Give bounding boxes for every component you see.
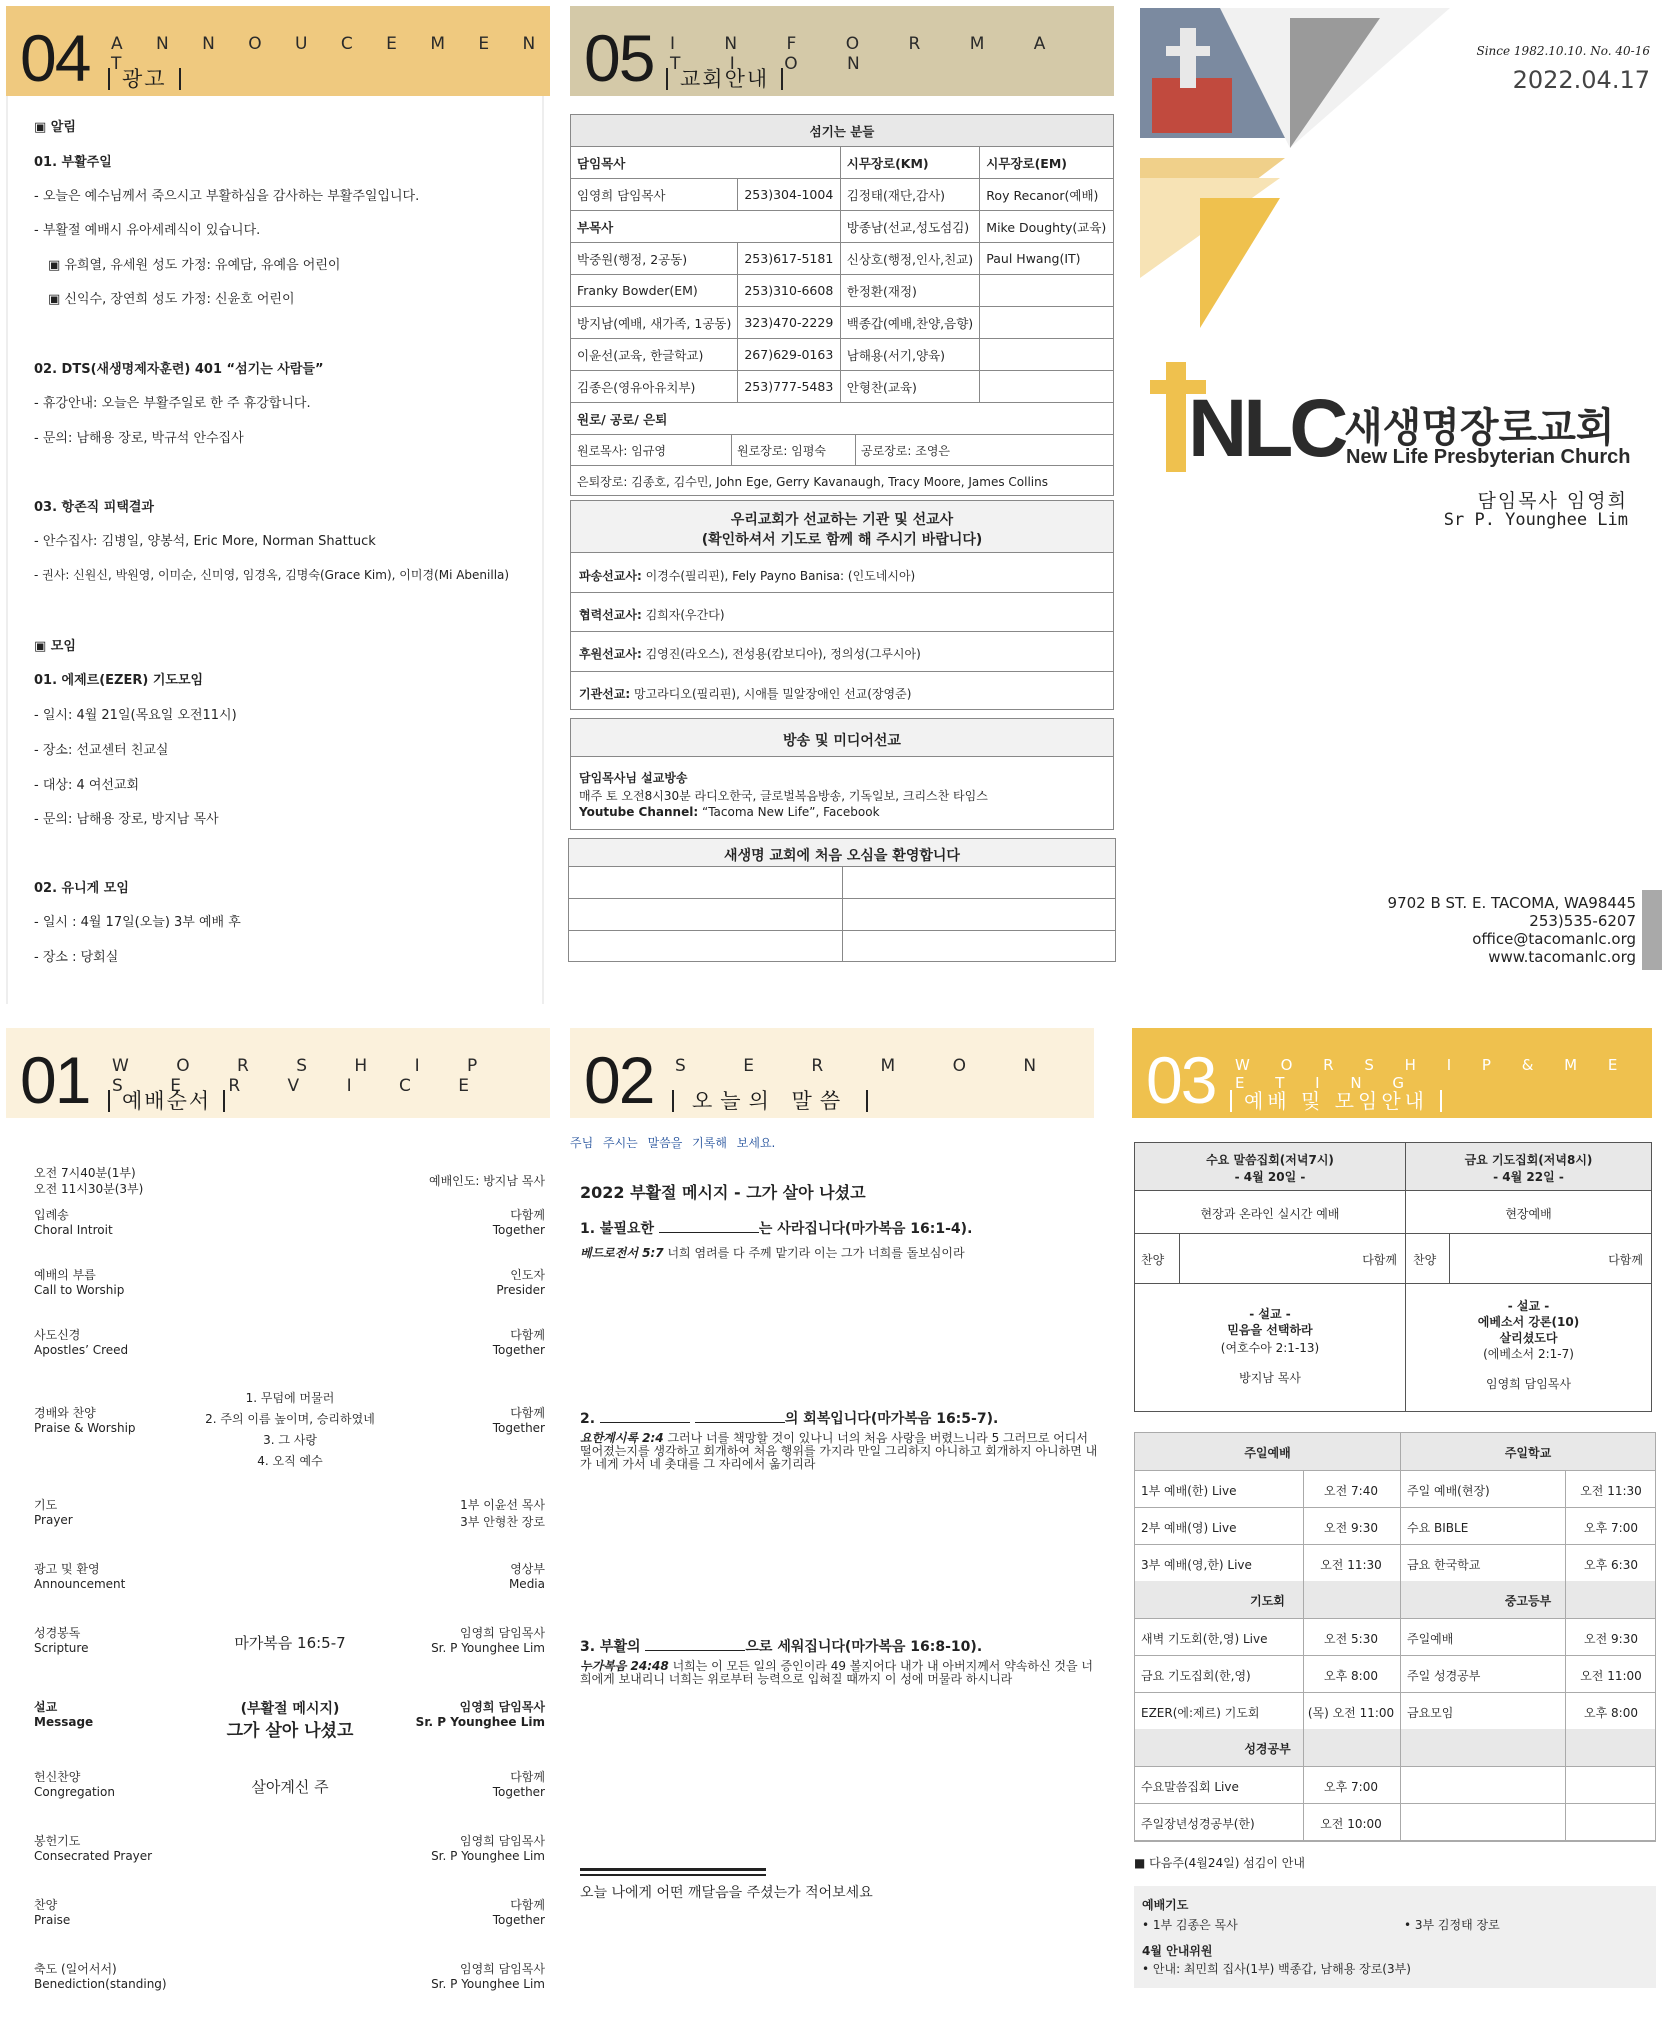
col-header: 시무장로(EM): [980, 147, 1114, 179]
row-divider: [1135, 1655, 1655, 1656]
since-text: Since 1982.10.10. No. 40-16: [1476, 44, 1650, 58]
schedule-item: 1부 예배(한) Live: [1141, 1484, 1237, 1498]
mission-box: 우리교회가 선교하는 기관 및 선교사 (확인하셔서 기도로 함께 해 주시기 바랍니다) 파송선교사: 이경수(필리핀), Fely Payno Banisa: (인도네시아) 협력선교사: 김희자(우간다) 후원선교사: 김영진(라오스), 전성용(캄보디아), 정의성(그루시아) 기관선교: 망고라디오(필리핀), 시애틀 밀알장애인 선교(장영준): [570, 500, 1114, 710]
pastor-en: Sr P. Younghee Lim: [1443, 510, 1628, 530]
schedule-time: 오전 9:30: [1584, 1632, 1638, 1646]
sermon-note: 주님 주시는 말씀을 기록해 보세요.: [570, 1136, 776, 1150]
service-item-leader-en: Together: [492, 1223, 545, 1237]
item-heading: 01. 에제르(EZER) 기도모임: [34, 673, 204, 688]
next-week-heading: ■ 다음주(4월24일) 섬김이 안내: [1134, 1856, 1305, 1870]
announcement-header: [6, 6, 550, 96]
schedule-item: 금요 기도집회(한,영): [1141, 1669, 1251, 1683]
section-number: 01: [20, 1043, 90, 1117]
schedule-time: 오전 9:30: [1324, 1521, 1378, 1535]
information-header: [570, 6, 1114, 96]
schedule-section-title: 성경공부: [1244, 1742, 1291, 1756]
section-title-kr: 광고: [108, 68, 181, 90]
table-row: 임영희 담임목사 253)304-1004 김정태(재단,감사) Roy Recanor(예배): [571, 179, 1114, 211]
schedule-time: 오후 8:00: [1324, 1669, 1378, 1683]
cover-bar: [1642, 890, 1662, 970]
media-box: 방송 및 미디어선교 담임목사님 설교방송 매주 토 오전8시30분 라디오한국, 글로벌복음방송, 기독일보, 크리스찬 타임스 Youtube Channel: “Tacoma New Life”, Facebook: [570, 718, 1114, 830]
service-item-kr: 찬양: [34, 1898, 58, 1912]
row-divider: [1135, 1766, 1655, 1767]
schedule-item: 주일 예배(현장): [1407, 1484, 1490, 1498]
text-line: - 오늘은 예수님께서 죽으시고 부활하심을 감사하는 부활주일입니다.: [34, 189, 420, 204]
table-row: Franky Bowder(EM) 253)310-6608 한정환(재정): [571, 275, 1114, 307]
item-heading: 02. DTS(새생명제자훈련) 401 “섬기는 사람들”: [34, 362, 324, 377]
elder-row: 원로목사: 임규영 원로장로: 임평숙 공로장로: 조영은: [570, 434, 1114, 466]
schedule-table: [1134, 1432, 1656, 1842]
welcome-box: [568, 838, 1116, 962]
table-row: 방지남(예배, 새가족, 1공동) 323)470-2229 백종갑(예배,찬양,음향): [571, 307, 1114, 339]
service-item-leader: 1부 이윤선 목사: [460, 1498, 545, 1512]
row-divider: [1135, 1840, 1655, 1841]
meeting-heading: ▣ 모임: [34, 639, 76, 654]
service-item-leader-en: Together: [492, 1785, 545, 1799]
schedule-item: 주일장년성경공부(한): [1141, 1817, 1255, 1831]
table-row: 부목사 방종남(선교,성도섬김) Mike Doughty(교육): [571, 211, 1114, 243]
notice-heading: ▣ 알림: [34, 120, 76, 135]
worship-header: [6, 1028, 550, 1118]
service-item-leader-en: Together: [492, 1913, 545, 1927]
schedule-time: (목) 오전 11:00: [1307, 1706, 1395, 1720]
text-line: - 안수집사: 김병일, 양봉석, Eric More, Norman Shattuck: [34, 534, 376, 549]
sermon-heading: 2022 부활절 메시지 - 그가 살아 나셨고: [580, 1183, 866, 1202]
text-line: - 대상: 4 여선교회: [34, 778, 140, 793]
email: office@tacomanlc.org: [1472, 930, 1636, 948]
schedule-time: 오전 11:30: [1580, 1484, 1642, 1498]
service-item-leader: 다함께: [510, 1898, 545, 1912]
service-item-en: Apostles’ Creed: [34, 1343, 129, 1357]
schedule-time: 오전 10:00: [1320, 1817, 1382, 1831]
point-2: 2. 의 회복입니다(마가복음 16:5-7).: [580, 1411, 999, 1427]
service-item-kr: 봉헌기도: [34, 1834, 81, 1848]
row-divider: [1135, 1544, 1655, 1545]
col-divider: [1565, 1470, 1566, 1841]
service-item-en: Congregation: [34, 1785, 115, 1799]
schedule-section-title: 주일학교: [1504, 1446, 1552, 1460]
section-title-kr: 예배순서: [108, 1090, 225, 1112]
service-item-detail: 살아계신 주: [251, 1778, 329, 1796]
schedule-section-title: 기도회: [1250, 1594, 1285, 1608]
service-item-en: Scripture: [34, 1641, 89, 1655]
item-heading: 02. 유니게 모임: [34, 881, 129, 896]
church-logo: NLC: [1188, 383, 1345, 474]
service-item-leader-en: Presider: [496, 1283, 545, 1297]
schedule-section-title: 주일예배: [1244, 1446, 1291, 1460]
table-title: 섬기는 분들: [571, 115, 1114, 147]
schedule-item: 3부 예배(영,한) Live: [1141, 1558, 1252, 1572]
schedule-time: 오전 7:40: [1324, 1484, 1378, 1498]
text-line: ▣ 신익수, 장연희 성도 가정: 신윤호 어린이: [48, 292, 295, 307]
schedule-time: 오전 11:00: [1580, 1669, 1642, 1683]
address: 9702 B ST. E. TACOMA, WA98445: [1387, 894, 1636, 912]
text-line: - 일시: 4월 21일(목요일 오전11시): [34, 708, 237, 723]
service-item-leader-en: Sr. P Younghee Lim: [431, 1641, 545, 1655]
service-item-kr: 광고 및 환영: [34, 1562, 100, 1576]
text-line: - 장소: 선교센터 친교실: [34, 743, 169, 758]
service-item-kr: 입례송: [34, 1208, 69, 1222]
service-item-leader: 임영희 담임목사: [460, 1834, 545, 1848]
schedule-item: 주일 성경공부: [1407, 1669, 1481, 1683]
section-title-kr: 오늘의 말씀: [672, 1090, 868, 1112]
media-title: 방송 및 미디어선교: [783, 733, 901, 749]
pastor-kr: 담임목사 임영희: [1477, 490, 1628, 512]
section-title-en: S E R M O N: [675, 1056, 1063, 1076]
text-line: - 권사: 신원신, 박원영, 이미순, 신미영, 임경옥, 김명숙(Grace Kim), 이미경(Mi Abenilla): [34, 568, 510, 582]
row-divider: [1135, 1470, 1655, 1471]
text-line: - 문의: 남해용 장로, 방지남 목사: [34, 812, 219, 827]
welcome-title: 새생명 교회에 처음 오심을 환영합니다: [724, 848, 960, 864]
praise-songs: 1. 무덤에 머물러 2. 주의 이름 높이며, 승리하였네 3. 그 사랑 4. 오직 예수: [205, 1391, 375, 1468]
service-item-en: Call to Worship: [34, 1283, 125, 1297]
service-item-en: Consecrated Prayer: [34, 1849, 153, 1863]
col-header: 시무장로(KM): [840, 147, 980, 179]
service-item-en: Announcement: [34, 1577, 126, 1591]
text-line: - 일시 : 4월 17일(오늘) 3부 예배 후: [34, 915, 241, 930]
schedule-time: 오전 5:30: [1324, 1632, 1378, 1646]
schedule-item: 수요 BIBLE: [1407, 1521, 1469, 1535]
sermon-title: 그가 살아 나셨고: [226, 1721, 354, 1741]
section-title-en: W O R S H I P & M E E T I N G: [1235, 1056, 1631, 1092]
service-item-leader: 영상부: [510, 1562, 545, 1576]
text-line: - 장소 : 당회실: [34, 950, 119, 965]
servants-box: 예배기도 • 1부 김종은 목사 • 3부 김정태 장로 4월 안내위원 • 안내: 최민희 집사(1부) 백종갑, 남해용 장로(3부): [1134, 1886, 1656, 1988]
table-row: 박중원(행정, 2공동) 253)617-5181 신상호(행정,인사,친교) Paul Hwang(IT): [571, 243, 1114, 275]
col-divider: [1400, 1433, 1401, 1841]
reflection-prompt: 오늘 나에게 어떤 깨달음을 주셨는가 적어보세요: [580, 1885, 873, 1901]
service-item-leader: 다함께: [510, 1208, 545, 1222]
website: www.tacomanlc.org: [1488, 948, 1636, 966]
schedule-time: 오후 6:30: [1584, 1558, 1638, 1572]
schedule-item: 주일예배: [1407, 1632, 1454, 1646]
schedule-time: 오후 7:00: [1324, 1780, 1378, 1794]
service-item-en: Benediction(standing): [34, 1977, 167, 1991]
service-item-kr: 기도: [34, 1498, 58, 1512]
mission-title: 우리교회가 선교하는 기관 및 선교사: [730, 512, 954, 528]
section-title-en: A N N O U C E M E N T: [111, 34, 550, 74]
service-item-leader: 다함께: [510, 1328, 545, 1342]
service-item-leader: 다함께: [510, 1770, 545, 1784]
service-item-leader: 다함께: [510, 1406, 545, 1420]
text-line: - 부활절 예배시 유아세례식이 있습니다.: [34, 223, 261, 238]
service-item-en: Choral Introit: [34, 1223, 113, 1237]
section-title-en: W O R S H I P S E R V I C E: [112, 1056, 499, 1096]
staff-table: [570, 114, 1114, 435]
col-header: 담임목사: [571, 147, 841, 179]
service-item-kr: 성경봉독: [34, 1626, 81, 1640]
service-item-en: Praise: [34, 1913, 71, 1927]
service-item-leader-en: Sr. P Younghee Lim: [415, 1715, 545, 1729]
item-heading: 01. 부활주일: [34, 155, 112, 170]
section-title-en: I N F O R M A T I O N: [670, 34, 1068, 74]
row-divider: [1135, 1618, 1655, 1619]
service-item-kr: 헌신찬양: [34, 1770, 81, 1784]
schedule-section-title: 중고등부: [1504, 1594, 1552, 1608]
service-item-leader-en: 3부 안형찬 장로: [460, 1515, 545, 1529]
schedule-item: 새벽 기도회(한,영) Live: [1141, 1632, 1268, 1646]
issue-date: 2022.04.17: [1512, 66, 1650, 94]
service-item-leader-en: Media: [508, 1577, 545, 1591]
schedule-item: 2부 예배(영) Live: [1141, 1521, 1237, 1535]
address-block: [1340, 894, 1636, 966]
col-divider: [1303, 1470, 1304, 1841]
midweek-box: 수요 말씀집회(저녁7시) - 4월 20일 - 금요 기도집회(저녁8시) - 4월 22일 - 현장과 온라인 실시간 예배 현장예배 찬양 다함께 찬양 다함께 - 설교 - 믿음을 선택하라 (여호수아 2:1-13) 방지남 목사 - 설교 - 에베소서 강론(10) 살리셨도다 (에베소서 2:1-7) 임영희 담임목사: [1134, 1142, 1652, 1412]
service-item-en: Message: [34, 1715, 94, 1729]
text-line: ▣ 유희열, 유세원 성도 가정: 유예담, 유예음 어린이: [48, 258, 341, 273]
text-line: - 휴강안내: 오늘은 부활주일로 한 주 휴강합니다.: [34, 396, 311, 411]
schedule-time: 오전 11:30: [1320, 1558, 1382, 1572]
service-item-kr: 예배의 부름: [34, 1268, 96, 1282]
col-header: 원로/ 공로/ 은퇴: [571, 403, 1114, 435]
row-divider: [1135, 1692, 1655, 1693]
point-3: 3. 부활의 으로 세워집니다(마가복음 16:8-10).: [580, 1639, 983, 1655]
section-title-kr: 교회안내: [666, 68, 783, 90]
service-item-leader: 인도자: [510, 1268, 545, 1282]
service-item-en: Prayer: [34, 1513, 73, 1527]
service-item-kr: 경배와 찬양: [34, 1406, 96, 1420]
row-divider: [1135, 1803, 1655, 1804]
service-item-leader: 임영희 담임목사: [460, 1626, 545, 1640]
section-number: 02: [584, 1043, 654, 1117]
church-name-en: New Life Presbyterian Church: [1346, 446, 1631, 468]
meeting-header: [1132, 1028, 1652, 1118]
section-number: 03: [1146, 1043, 1216, 1117]
service-item-leader: 임영희 담임목사: [459, 1700, 545, 1714]
service-item-kr: 축도 (일어서서): [34, 1962, 117, 1976]
service-item-leader-en: Together: [492, 1343, 545, 1357]
sermon-header: [570, 1028, 1094, 1118]
service-item-leader-en: Sr. P Younghee Lim: [431, 1977, 545, 1991]
service-item-leader: 임영희 담임목사: [460, 1962, 545, 1976]
service-item-leader-en: Sr. P Younghee Lim: [431, 1849, 545, 1863]
section-number: 04: [20, 21, 90, 95]
service-item-kr: 설교: [34, 1700, 58, 1714]
schedule-item: 수요말씀집회 Live: [1141, 1780, 1239, 1794]
service-item-en: Praise & Worship: [34, 1421, 136, 1435]
retired-row: 은퇴장로: 김종호, 김수민, John Ege, Gerry Kavanaugh, Tracy Moore, James Collins: [570, 466, 1114, 496]
point-1: 1. 불필요한 는 사라집니다(마가복음 16:1-4).: [580, 1221, 973, 1237]
service-item-kr: 사도신경: [34, 1328, 81, 1342]
section-title-kr: 예배 및 모임안내: [1230, 1090, 1442, 1112]
text-line: - 문의: 남해용 장로, 박규석 안수집사: [34, 431, 244, 446]
mission-subtitle: (확인하셔서 기도로 함께 해 주시기 바랍니다): [701, 532, 983, 548]
item-heading: 03. 항존직 피택결과: [34, 500, 154, 515]
section-number: 05: [584, 21, 654, 95]
schedule-item: 금요모임: [1407, 1706, 1454, 1720]
schedule-time: 오후 7:00: [1584, 1521, 1638, 1535]
phone: 253)535-6207: [1529, 912, 1636, 930]
table-row: 이윤선(교육, 한글학교) 267)629-0163 남해용(서기,양육): [571, 339, 1114, 371]
church-name-kr: 새생명장로교회: [1344, 405, 1615, 451]
table-row: 김종은(영유아유치부) 253)777-5483 안형찬(교육): [571, 371, 1114, 403]
schedule-item: EZER(에:제르) 기도회: [1141, 1706, 1260, 1720]
schedule-time: 오후 8:00: [1584, 1706, 1638, 1720]
service-item-leader-en: Together: [492, 1421, 545, 1435]
service-item-detail: 마가복음 16:5-7: [234, 1634, 346, 1652]
schedule-item: 금요 한국학교: [1407, 1558, 1481, 1572]
row-divider: [1135, 1507, 1655, 1508]
worship-leader: 예배인도: 방지남 목사: [428, 1174, 545, 1188]
cross-icon: [1166, 362, 1186, 472]
